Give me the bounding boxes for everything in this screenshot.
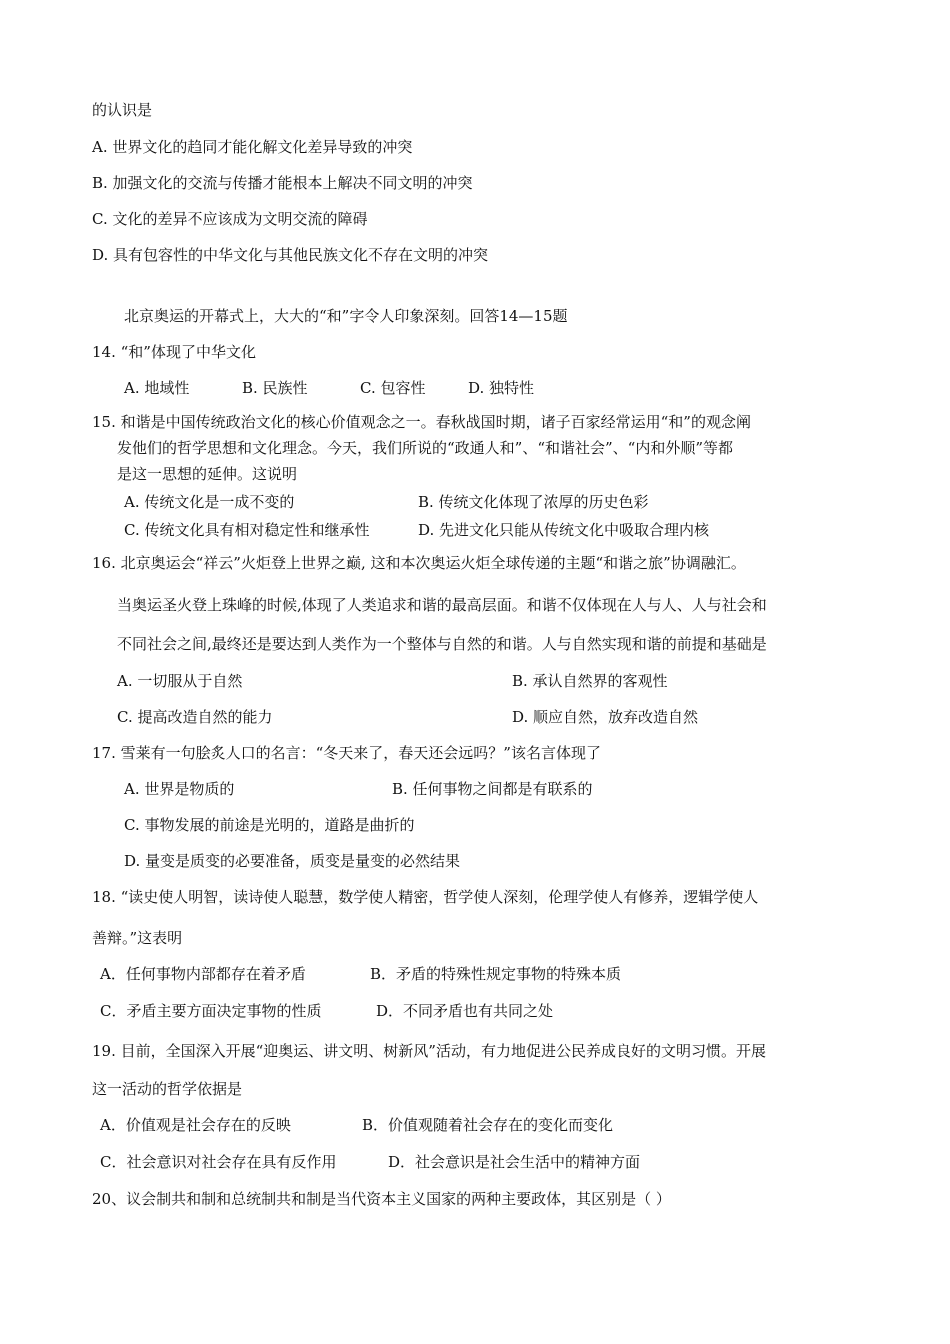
question-16-option-b: B. 承认自然界的客观性 <box>512 672 668 690</box>
question-14-option-c: C. 包容性 <box>360 379 426 397</box>
question-16-option-a: A. 一切服从于自然 <box>117 672 243 690</box>
question-19-stem-line-1: 19. 目前，全国深入开展“迎奥运、讲文明、树新风”活动，有力地促进公民养成良好的文明习惯。开展 <box>92 1042 766 1060</box>
question-17-option-a: A. 世界是物质的 <box>124 780 235 798</box>
question-15-option-a: A. 传统文化是一成不变的 <box>124 493 295 511</box>
question-15-option-c: C. 传统文化具有相对稳定性和继承性 <box>124 521 370 539</box>
question-20-stem: 20、议会制共和制和总统制共和制是当代资本主义国家的两种主要政体，其区别是（ ） <box>92 1190 671 1208</box>
question-14-stem: 14. “和”体现了中华文化 <box>92 343 256 361</box>
question-15-option-d: D. 先进文化只能从传统文化中吸取合理内核 <box>418 521 710 539</box>
question-19-option-a: A．价值观是社会存在的反映 <box>100 1116 291 1134</box>
material-paragraph: 北京奥运的开幕式上，大大的“和”字令人印象深刻。回答14—15题 <box>124 307 568 325</box>
question-16-option-c: C. 提高改造自然的能力 <box>117 708 273 726</box>
question-19-option-b: B．价值观随着社会存在的变化而变化 <box>362 1116 614 1134</box>
question-19-option-c: C．社会意识对社会存在具有反作用 <box>100 1153 337 1171</box>
question-18-stem-line-1: 18. “读史使人明智，读诗使人聪慧，数学使人精密，哲学使人深刻，伦理学使人有修养，逻辑学使人 <box>92 888 759 906</box>
question-16-stem-line-3: 不同社会之间,最终还是要达到人类作为一个整体与自然的和谐。人与自然实现和谐的前提和基础是 <box>117 635 767 653</box>
question-13-option-d: D. 具有包容性的中华文化与其他民族文化不存在文明的冲突 <box>92 246 489 264</box>
question-16-stem-line-2: 当奥运圣火登上珠峰的时候,体现了人类追求和谐的最高层面。和谐不仅体现在人与人、人与社会和 <box>117 596 767 614</box>
question-15-stem-line-1: 15. 和谐是中国传统政治文化的核心价值观念之一。春秋战国时期，诸子百家经常运用“和”的观念阐 <box>92 413 751 431</box>
question-18-option-b: B．矛盾的特殊性规定事物的特殊本质 <box>370 965 622 983</box>
question-18-stem-line-2: 善辩。”这表明 <box>92 929 183 947</box>
question-18-option-a: A．任何事物内部都存在着矛盾 <box>100 965 306 983</box>
question-19-option-d: D．社会意识是社会生活中的精神方面 <box>388 1153 641 1171</box>
question-13-option-a: A. 世界文化的趋同才能化解文化差异导致的冲突 <box>92 138 413 156</box>
question-15-option-b: B. 传统文化体现了浓厚的历史色彩 <box>418 493 649 511</box>
question-13-stem-tail: 的认识是 <box>92 101 153 119</box>
question-17-option-d: D. 量变是质变的必要准备，质变是量变的必然结果 <box>124 852 461 870</box>
question-18-option-c: C．矛盾主要方面决定事物的性质 <box>100 1002 322 1020</box>
question-14-option-d: D. 独特性 <box>468 379 535 397</box>
question-17-option-c: C. 事物发展的前途是光明的，道路是曲折的 <box>124 816 415 834</box>
question-14-option-a: A. 地域性 <box>124 379 190 397</box>
question-15-stem-line-3: 是这一思想的延伸。这说明 <box>117 465 298 483</box>
question-17-option-b: B. 任何事物之间都是有联系的 <box>392 780 593 798</box>
question-14-option-b: B. 民族性 <box>242 379 308 397</box>
question-17-stem: 17. 雪莱有一句脍炙人口的名言：“冬天来了，春天还会远吗？”该名言体现了 <box>92 744 601 762</box>
question-18-option-d: D．不同矛盾也有共同之处 <box>376 1002 554 1020</box>
question-13-option-b: B. 加强文化的交流与传播才能根本上解决不同文明的冲突 <box>92 174 473 192</box>
question-13-option-c: C. 文化的差异不应该成为文明交流的障碍 <box>92 210 368 228</box>
question-15-stem-line-2: 发他们的哲学思想和文化理念。今天，我们所说的“政通人和”、“和谐社会”、“内和外顺”等都 <box>117 439 734 457</box>
question-16-option-d: D. 顺应自然，放弃改造自然 <box>512 708 699 726</box>
question-16-stem-line-1: 16. 北京奥运会“祥云”火炬登上世界之巅, 这和本次奥运火炬全球传递的主题“和谐之旅”协调融汇。 <box>92 554 746 572</box>
question-19-stem-line-2: 这一活动的哲学依据是 <box>92 1080 243 1098</box>
